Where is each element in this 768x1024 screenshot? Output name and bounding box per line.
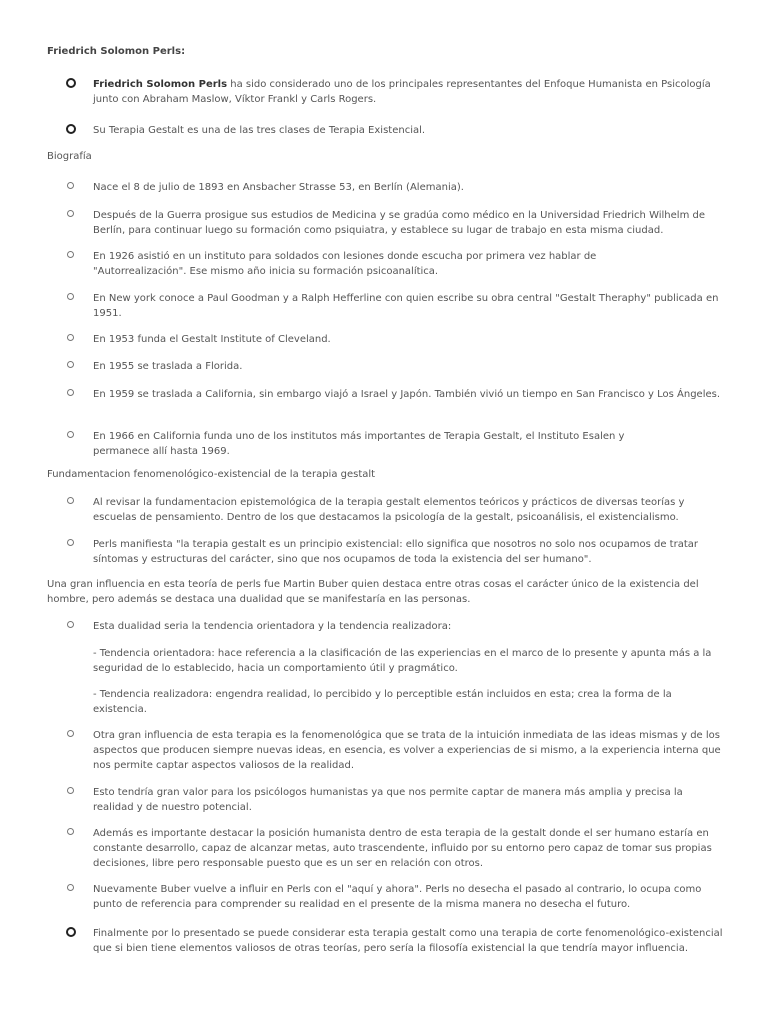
bullet-icon: [67, 182, 74, 189]
bullet-icon: [67, 787, 74, 794]
bullet-icon: [66, 927, 76, 937]
document-page: Friedrich Solomon Perls: Friedrich Solomon Perls ha sido considerado uno de los principales representantes del Enfoque Humanista en Psicología junto con Abraham Maslow, Víktor Frankl y Carls Rogers. Su Terapia Gestalt es una de las tres clases de Terapia Existencial. Biografía Nace el 8 de julio de 1893 en Ansbacher Strasse 53, en Berlín (Alemania). Después de la Guerra prosigue sus estudios de Medicina y se gradúa como médico en la Universidad Friedrich Wilhelm de Berlín, para continuar luego su formación como psiquiatra, y establece su lugar de trabajo en esta misma ciudad. En 1926 asistió en un instituto para soldados con lesiones donde escucha por primera vez hablar de "Autorrealización". Ese mismo año inicia su formación psicoanalítica. En New york conoce a Paul Goodman y a Ralph Hefferline con quien escribe su obra central "Gestalt Theraphy" publicada en 1951. En 1953 funda el Gestalt Institute of Cleveland. En 1955 se traslada a Florida. En 1959 se traslada a California, sin embargo viajó a Israel y Japón. También vivió un tiempo en San Francisco y Los Ángeles. En 1966 en California funda uno de los institutos más importantes de Terapia Gestalt, el Instituto Esalen y permanece allí hasta 1969. Fundamentacion fenomenológico-existencial de la terapia gestalt Al revisar la fundamentacion epistemológica de la terapia gestalt elementos teóricos y prácticos de diversas teorías y escuelas de pensamiento. Dentro de los que destacamos la psicología de la gestalt, psicoanálisis, el existencialismo. Perls manifiesta "la terapia gestalt es un principio existencial: ello significa que nosotros no solo nos ocupamos de tratar síntomas y estructuras del carácter, sino que nos ocupamos de toda la existencia del ser humano". Una gran influencia en esta teoría de perls fue Martin Buber quien destaca entre otras cosas el carácter único de la existencia del hombre, pero además se destaca una dualidad que se manifestaría en las personas. Esta dualidad seria la tendencia orientadora y la tendencia realizadora: - Tendencia orientadora: hace referencia a la clasificación de las experiencias en el marco de lo presente y apunta más a la seguridad de lo establecido, hacia un comportamiento útil y pragmático. - Tendencia realizadora: engendra realidad, lo percibido y lo perceptible están incluidos en esta; crea la forma de la existencia. Otra gran influencia de esta terapia es la fenomenológica que se trata de la intuición inmediata de las ideas mismas y de los aspectos que producen siempre nuevas ideas, en esencia, es volver a experiencias de si mismo, a la experiencia interna que nos permite captar aspectos valiosos de la realidad. Esto tendría gran valor para los psicólogos humanistas ya que nos permite captar de manera más amplia y precisa la realidad y de nuestro potencial. Además es importante destacar la posición humanista dentro de esta terapia de la gestalt donde el ser humano estaría en constante desarrollo, capaz de alcanzar metas, auto trascendente, influido por su entorno pero capaz de tomar sus propias decisiones, libre pero responsable puesto que es un ser en relación con otros. Nuevamente Buber vuelve a influir en Perls con el "aquí y ahora". Perls no desecha el pasado al contrario, lo ocupa como punto de referencia para comprender su realidad en el presente de la misma manera no desecha el futuro. Finalmente por lo presentado se puede considerar esta terapia gestalt como una terapia de corte fenomenológico-existencial que si bien tiene elementos valiosos de otras teorías, pero sería la filosofía existencial la que tendría mayor influencia.: [0, 0, 768, 1024]
author-name: Friedrich Solomon Perls: [93, 79, 228, 90]
bullet-icon: [66, 124, 76, 134]
bullet-icon: [67, 730, 74, 737]
bullet-icon: [67, 361, 74, 368]
bullet-icon: [66, 78, 76, 88]
bullet-icon: [67, 497, 74, 504]
bullet-icon: [67, 539, 74, 546]
bullet-icon: [67, 293, 74, 300]
bullet-icon: [67, 431, 74, 438]
bullet-icon: [67, 334, 74, 341]
bullet-icon: [67, 251, 74, 258]
bullet-icon: [67, 389, 74, 396]
bullet-icon: [67, 828, 74, 835]
tendencia-realizadora: - Tendencia realizadora: engendra realidad, lo percibido y lo perceptible están incluidos en esta; crea la forma de la existencia.: [93, 689, 672, 715]
section-title-biografia: Biografía: [47, 151, 92, 162]
bullet-icon: [67, 884, 74, 891]
tendencia-orientadora: - Tendencia orientadora: hace referencia a la clasificación de las experiencias en el marco de lo presente y apunta más a la seguridad de lo establecido, hacia un comportamiento útil y pragmático.: [93, 648, 712, 674]
section-title-fundamentacion: Fundamentacion fenomenológico-existencial de la terapia gestalt: [47, 469, 376, 480]
bullet-icon: [67, 621, 74, 628]
buber-paragraph: Una gran influencia en esta teoría de perls fue Martin Buber quien destaca entre otras cosas el carácter único de la existencia del hombre, pero además se destaca una dualidad que se manifestaría en las personas.: [47, 579, 699, 605]
document-title: Friedrich Solomon Perls:: [47, 46, 186, 57]
bullet-icon: [67, 210, 74, 217]
